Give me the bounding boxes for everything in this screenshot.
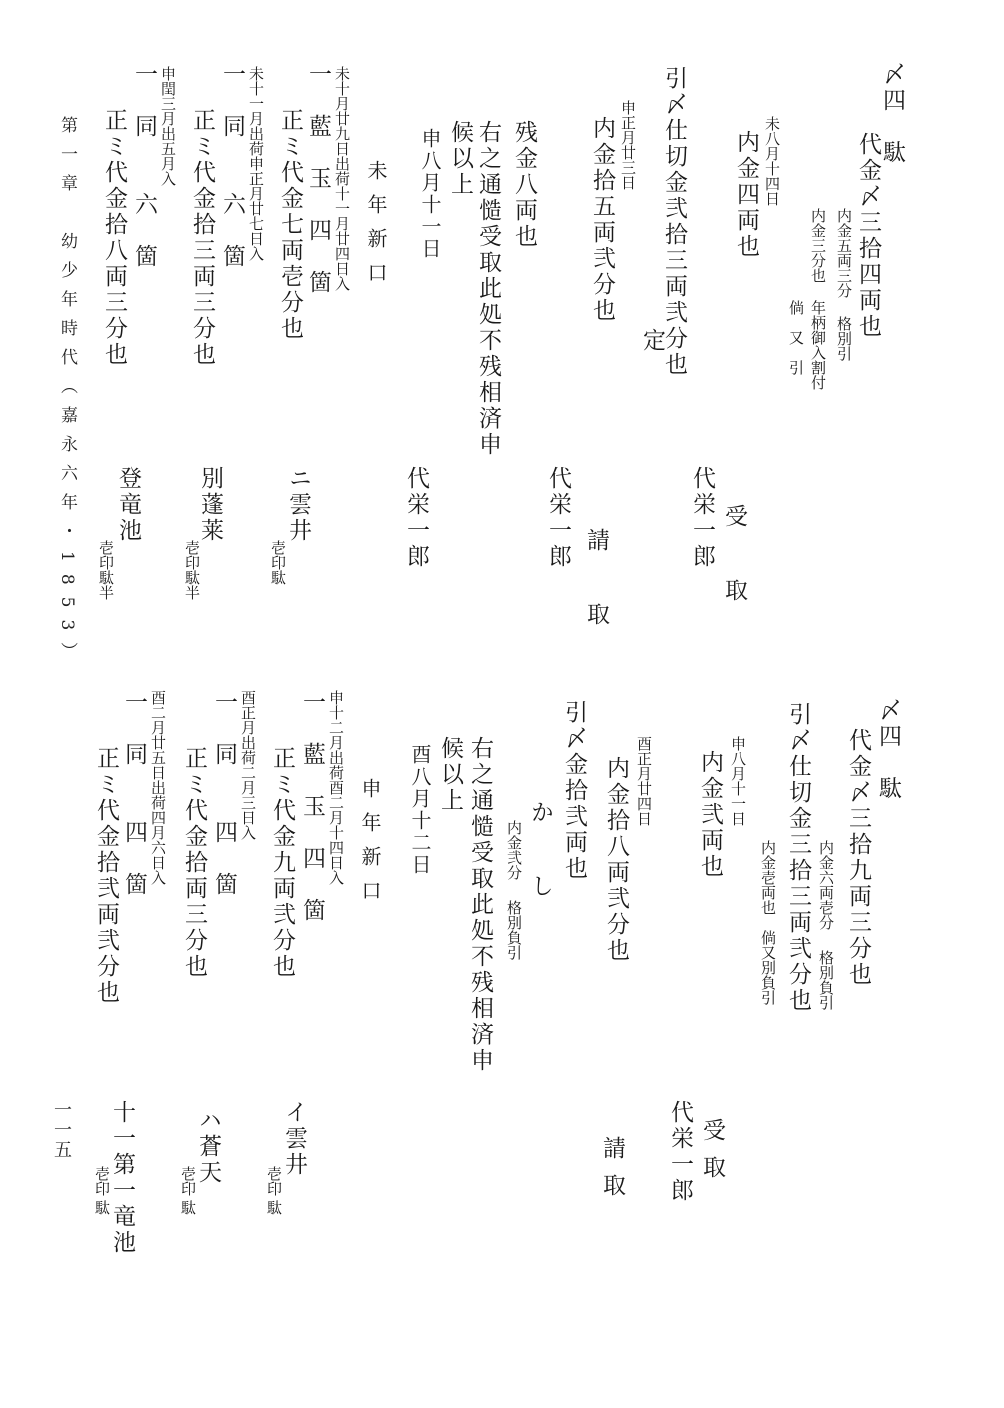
lower-mark-2: ハ蒼天 xyxy=(195,1108,221,1186)
lower-payment-2: 内金拾八両弐分也 xyxy=(603,756,629,964)
upper-shipment-2-date: 未十一月出荷申正月廿七日入 xyxy=(247,66,265,261)
upper-shipment-3-price: 正ミ代金拾八両三分也 xyxy=(101,108,127,368)
lower-payment-1: 内金弐両也 xyxy=(697,750,723,880)
upper-signature-2: 代栄一郎 xyxy=(545,466,571,570)
upper-shipment-2-price: 正ミ代金拾三両三分也 xyxy=(189,108,215,368)
upper-deduction-1: 内金五両三分 xyxy=(835,208,853,298)
lower-date-1: 申八月十一日 xyxy=(729,736,747,826)
lower-shipment-1-date: 申十二月出荷酉二月十四日入 xyxy=(327,690,345,885)
upper-closing-date: 申八月十一日 xyxy=(418,128,442,260)
upper-closing-text: 右之通慥受取此処不残相済申 xyxy=(475,120,501,458)
lower-shipment-2-price: 正ミ代金拾両三分也 xyxy=(181,746,207,980)
upper-mark-3: 登竜池 xyxy=(115,466,141,544)
lower-mark-2-seal: 壱印 xyxy=(179,1166,197,1196)
lower-deduction-2: 内金壱両也 xyxy=(759,840,777,915)
upper-mark-2: 別蓬莱 xyxy=(197,466,223,544)
upper-deduction-2-note-b: 倘 又 引 xyxy=(787,300,805,375)
upper-settlement: 引〆仕切金弐拾三両弐分也 xyxy=(661,66,687,378)
upper-header-shime: 〆四 駄 xyxy=(879,62,905,166)
upper-shipment-2-item: 一 同 六 箇 xyxy=(219,62,245,270)
upper-deduction-2: 内金三分也 xyxy=(809,208,827,283)
upper-receipt-label-1: 受 取 xyxy=(721,504,747,615)
upper-total-amount: 代金〆三拾四両也 xyxy=(855,132,881,340)
lower-deduction-1: 内金六両壱分 xyxy=(817,840,835,930)
upper-deduction-2-note: 年柄御入割付 xyxy=(809,300,827,390)
upper-signature-3: 代栄一郎 xyxy=(403,466,429,570)
upper-section-title: 未年新口 xyxy=(364,160,388,296)
running-header: 第一章 幼少年時代（嘉永六年・1853） xyxy=(57,116,77,672)
upper-shipment-3-date: 申閏三月出五月入 xyxy=(159,66,177,186)
upper-shipment-1-date: 未十月廿九日出荷十一月廿四日入 xyxy=(333,66,351,291)
lower-shipment-2-item: 一 同 四 箇 xyxy=(211,690,237,898)
lower-signature-1: 代栄一郎 xyxy=(667,1100,693,1204)
lower-receipt-label-2: 請取 xyxy=(599,1136,625,1210)
upper-shipment-1-item: 一 藍 玉 四 箇 xyxy=(305,62,331,296)
upper-closing-text-2: 候以上 xyxy=(447,120,473,198)
lower-mark-1-unit: 駄 xyxy=(265,1200,283,1215)
lower-deduction-2-note: 倘又別負引 xyxy=(759,930,777,1005)
lower-mark-1-seal: 壱印 xyxy=(265,1166,283,1196)
upper-date-2: 申正月廿三日 xyxy=(619,100,637,190)
lower-shipment-1-item: 一 藍 玉 四 箇 xyxy=(299,690,325,924)
lower-shipment-2-date: 酉正月出荷二月三日入 xyxy=(239,690,257,840)
lower-mark-3-unit: 駄 xyxy=(93,1200,111,1215)
upper-shipment-3-item: 一 同 六 箇 xyxy=(131,62,157,270)
page-number: 一一五 xyxy=(51,1100,72,1160)
lower-closing-text: 右之通慥受取此処不残相済申 xyxy=(467,736,493,1074)
upper-payment-2: 内金拾五両弐分也 xyxy=(589,116,615,324)
lower-shipment-3-price: 正ミ代金拾弐両弐分也 xyxy=(93,746,119,1006)
upper-settlement-mark: 定 xyxy=(639,328,665,354)
lower-loan-amount: 引〆金拾弐両也 xyxy=(561,700,587,882)
upper-shipment-1-price: 正ミ代金七両壱分也 xyxy=(277,108,303,342)
lower-total-amount: 代金〆三拾九両三分也 xyxy=(845,728,871,988)
lower-mark-2-unit: 駄 xyxy=(179,1200,197,1215)
lower-header-shime: 〆四 駄 xyxy=(875,698,901,802)
lower-shipment-1-price: 正ミ代金九両弐分也 xyxy=(269,746,295,980)
lower-closing-date: 酉八月十二日 xyxy=(408,744,432,876)
upper-mark-3-seal: 壱印駄半 xyxy=(97,540,115,600)
lower-shipment-3-date: 酉二月廿五日出荷四月六日入 xyxy=(149,690,167,885)
lower-deduction-3: 内金弐分 xyxy=(505,820,523,880)
upper-mark-1-seal: 壱印駄 xyxy=(269,540,287,585)
lower-loan-label: か し xyxy=(527,800,553,911)
lower-section-title: 申年新口 xyxy=(358,778,382,914)
lower-deduction-3-note: 格別負引 xyxy=(505,900,523,960)
upper-mark-1: ニ雲井 xyxy=(285,466,311,544)
lower-mark-3: 十一第一竜池 xyxy=(109,1100,135,1256)
lower-shipment-3-item: 一 同 四 箇 xyxy=(121,690,147,898)
lower-mark-1: イ雲井 xyxy=(281,1100,307,1178)
upper-deduction-1-note: 格別引 xyxy=(835,316,853,361)
lower-receipt-label-1: 受取 xyxy=(699,1118,725,1192)
upper-mark-2-seal: 壱印駄半 xyxy=(183,540,201,600)
lower-settlement: 引〆仕切金三拾三両弐分也 xyxy=(785,702,811,1014)
lower-date-2: 酉正月廿四日 xyxy=(635,736,653,826)
upper-receipt-label-2: 請 取 xyxy=(583,528,609,639)
upper-signature-1: 代栄一郎 xyxy=(689,466,715,570)
upper-date-1: 未八月十四日 xyxy=(763,116,781,206)
upper-payment-1: 内金四両也 xyxy=(733,130,759,260)
lower-deduction-1-note: 格別負引 xyxy=(817,950,835,1010)
lower-mark-3-seal: 壱印 xyxy=(93,1166,111,1196)
lower-closing-text-2: 候以上 xyxy=(437,736,463,814)
upper-remainder: 残金八両也 xyxy=(511,120,537,250)
